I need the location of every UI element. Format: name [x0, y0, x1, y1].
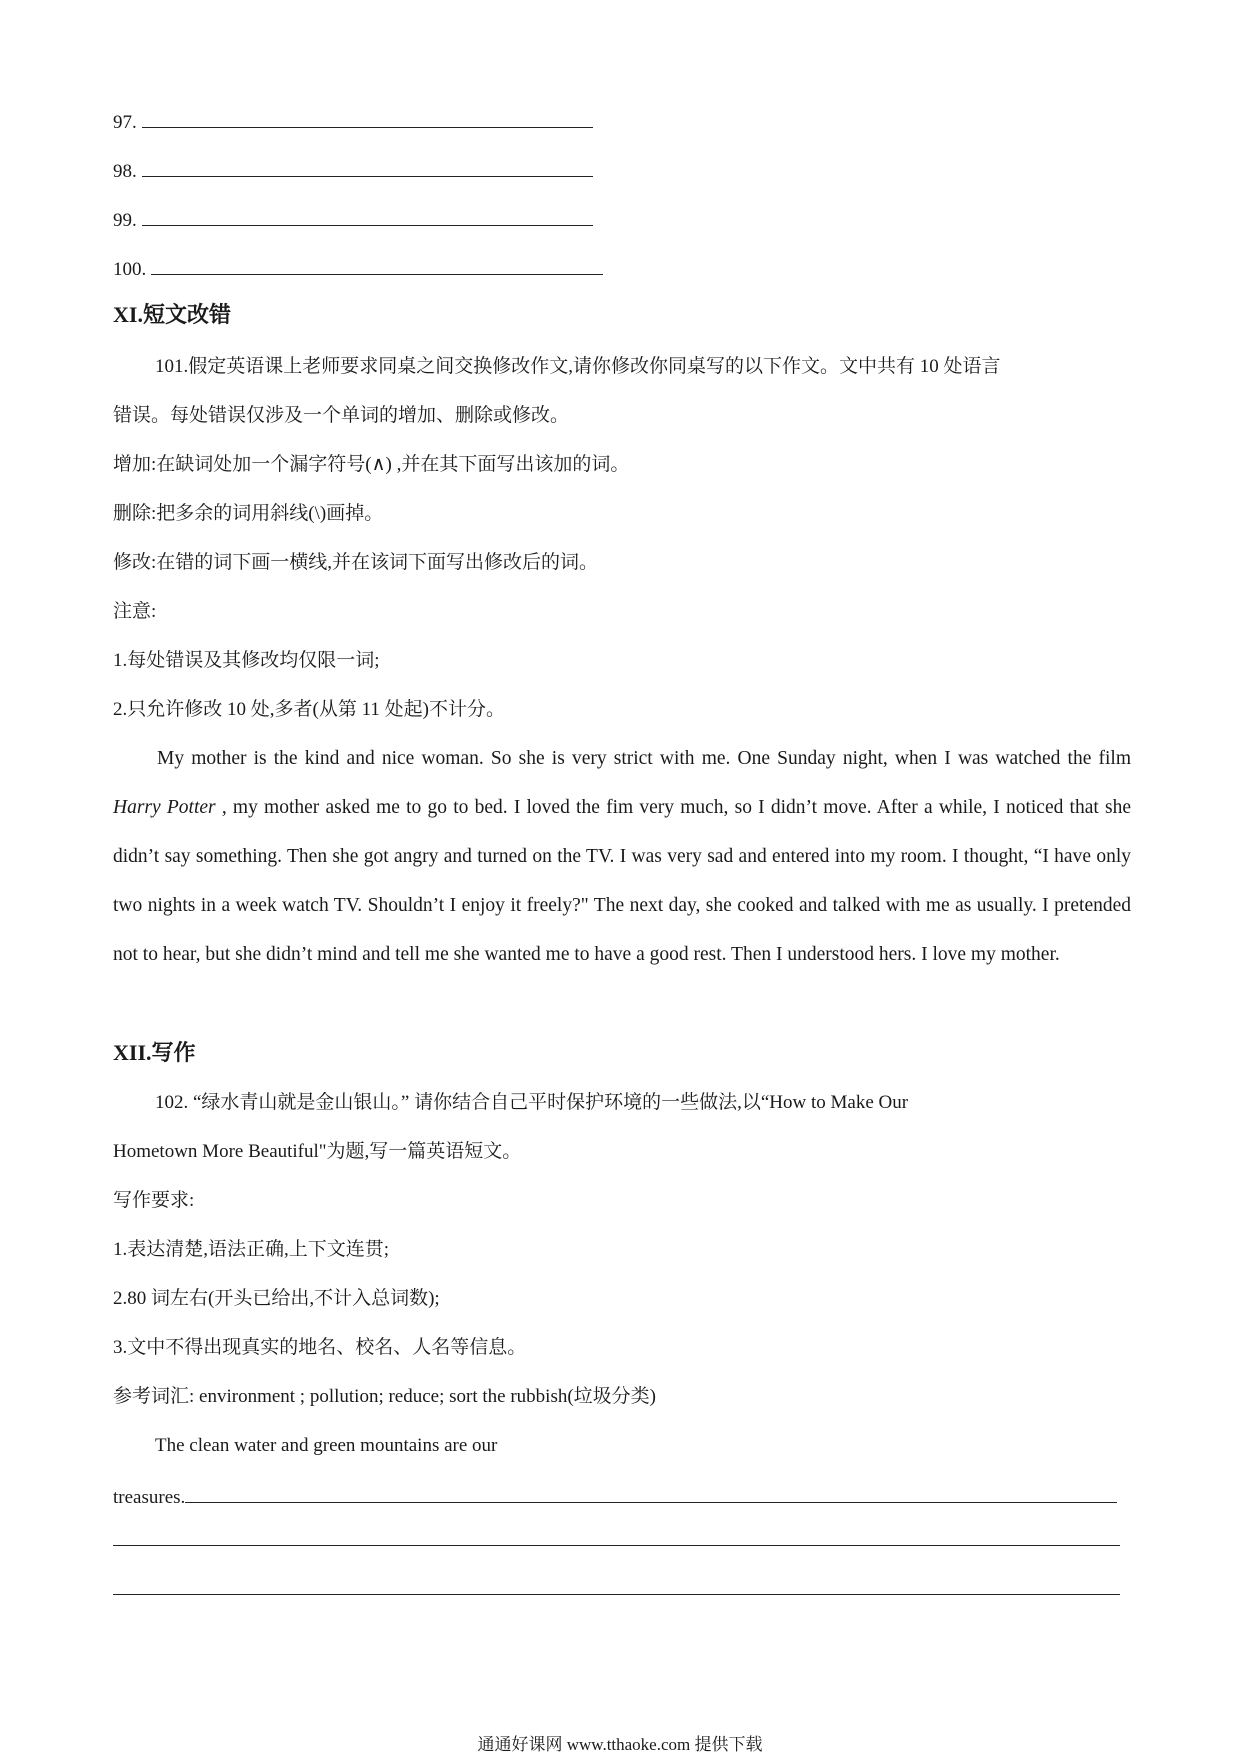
answer-line-98: [113, 156, 593, 185]
requirement-1: 1.表达清楚,语法正确,上下文连贯;: [113, 1239, 390, 1260]
essay-opening-cont: [113, 1482, 1117, 1511]
answer-line-100: [113, 254, 603, 283]
answer-line-99: [113, 205, 593, 234]
essay-opening-word: treasures.: [113, 1487, 186, 1508]
answer-blank[interactable]: [142, 107, 593, 128]
note-1: 1.每处错误及其修改均仅限一词;: [113, 650, 380, 671]
question-101-cont: 错误。每处错误仅涉及一个单词的增加、删除或修改。: [113, 405, 570, 426]
rule-delete: 删除:把多余的词用斜线(\)画掉。: [113, 503, 384, 524]
question-102: 102. “绿水青山就是金山银山。” 请你结合自己平时保护环境的一些做法,以“How to Make Our: [155, 1092, 909, 1113]
writing-blank[interactable]: [185, 1482, 1117, 1503]
passage-text: My mother is the kind and nice woman. So she is very strict with me. One Sunday night, when I was watched the film: [157, 748, 1131, 769]
section-title-xii: XII.写作: [113, 1040, 196, 1065]
note-title: 注意:: [113, 601, 157, 622]
question-101: 101.假定英语课上老师要求同桌之间交换修改作文,请你修改你同桌写的以下作文。文中共有 10 处语言: [155, 356, 1001, 377]
answer-number: 100.: [113, 259, 147, 280]
requirements-title: 写作要求:: [113, 1190, 195, 1211]
answer-line-97: [113, 107, 593, 136]
answer-number: 99.: [113, 210, 137, 231]
answer-number: 98.: [113, 161, 137, 182]
answer-blank[interactable]: [142, 156, 593, 177]
reference-vocabulary: 参考词汇: environment ; pollution; reduce; sort the rubbish(垃圾分类): [113, 1386, 657, 1407]
writing-line[interactable]: [113, 1594, 1120, 1595]
question-102-cont: Hometown More Beautiful"为题,写一篇英语短文。: [113, 1141, 522, 1162]
answer-blank[interactable]: [151, 254, 603, 275]
film-title: Harry Potter: [113, 797, 216, 818]
footer-credit: 通通好课网 www.tthaoke.com 提供下载: [477, 1735, 763, 1754]
essay-opening: The clean water and green mountains are our: [155, 1435, 498, 1456]
requirement-2: 2.80 词左右(开头已给出,不计入总词数);: [113, 1288, 440, 1309]
section-title-xi: XI.短文改错: [113, 302, 231, 327]
answer-number: 97.: [113, 112, 137, 133]
answer-blank[interactable]: [142, 205, 593, 226]
requirement-3: 3.文中不得出现真实的地名、校名、人名等信息。: [113, 1337, 527, 1358]
note-2: 2.只允许修改 10 处,多者(从第 11 处起)不计分。: [113, 699, 505, 720]
error-correction-passage: [113, 734, 1131, 979]
rule-add: 增加:在缺词处加一个漏字符号(∧) ,并在其下面写出该加的词。: [113, 454, 630, 475]
rule-modify: 修改:在错的词下画一横线,并在该词下面写出修改后的词。: [113, 552, 599, 573]
writing-line[interactable]: [113, 1545, 1120, 1546]
passage-text-cont: , my mother asked me to go to bed. I loved the fim very much, so I didn’t move. After a while, I noticed that she didn’t say something. Then she got angry and turned on the TV. I was very sad and entered into my room. I thought, “I have only two nights in a week watch TV. Shouldn’t I enjoy it freely?" The next day, she cooked and talked with me as usually. I pretended not to hear, but she didn’t mind and tell me she wanted me to have a good rest. Then I understood hers. I love my mother.: [113, 797, 1132, 965]
